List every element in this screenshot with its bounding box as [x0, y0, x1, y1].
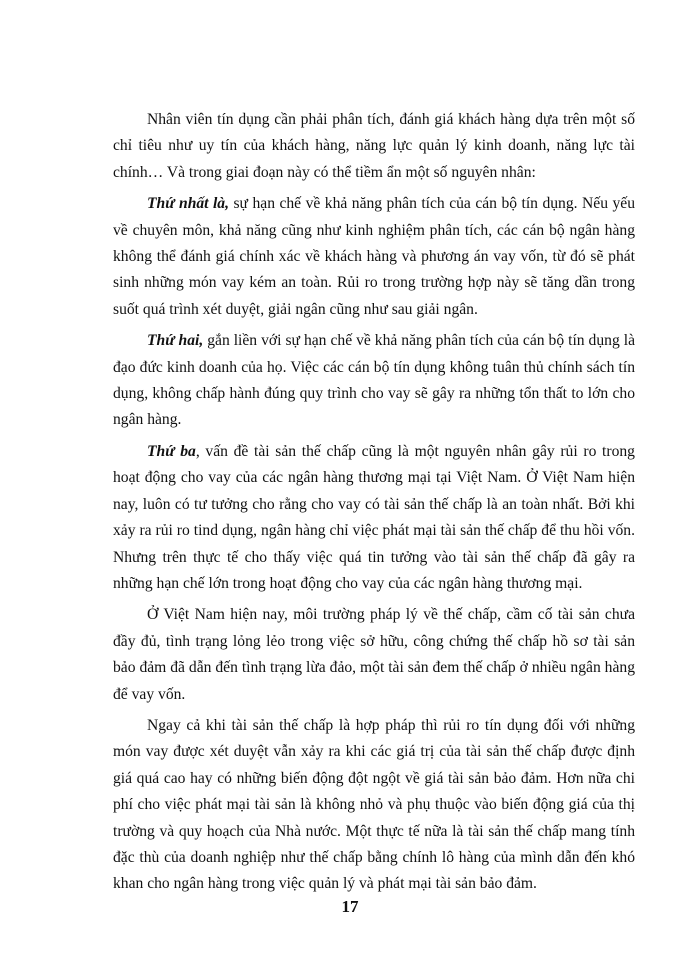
paragraph-second-reason	[113, 328, 635, 434]
paragraph-text: Nhân viên tín dụng cần phải phân tích, đánh giá khách hàng dựa trên một số chỉ tiêu như uy tín của khách hàng, năng lực quản lý kinh doanh, năng lực tài chính… Và trong giai đoạn này có thể tiềm ẩn một số nguyên nhân:	[113, 111, 635, 181]
paragraph-text: Ngay cả khi tài sản thế chấp là hợp pháp thì rủi ro tín dụng đối với những món vay được xét duyệt vẫn xảy ra khi các giá trị của tài sản thế chấp được định giá quá cao hay có những biến động đột ngột về giá tài sản bảo đảm. Hơn nữa chi phí cho việc phát mại tài sản là không nhỏ và phụ thuộc vào biến động giá của thị trường và quy hoạch của Nhà nước. Một thực tế nữa là tài sản thế chấp mang tính đặc thù của doanh nghiệp như thế chấp bằng chính lô hàng của mình dẫn đến khó khan cho ngân hàng trong việc quản lý và phát mại tài sản bảo đảm.	[113, 716, 635, 893]
paragraph-text: Ở Việt Nam hiện nay, môi trường pháp lý về thế chấp, cầm cố tài sản chưa đầy đủ, tình trạng lỏng lẻo trong việc sở hữu, công chứng thế chấp hồ sơ tài sản bảo đảm đã dẫn đến tình trạng lừa đảo, một tài sản đem thế chấp ở nhiều ngân hàng để vay vốn.	[113, 606, 635, 703]
paragraph-legal-environment	[113, 602, 635, 708]
paragraph-text: sự hạn chế về khả năng phân tích của cán bộ tín dụng. Nếu yếu về chuyên môn, khả năng cũng như kinh nghiệm phân tích, các cán bộ ngân hàng không thể đánh giá chính xác về khách hàng và phương án vay vốn, từ đó sẽ phát sinh những món vay kém an toàn. Rủi ro trong trường hợp này sẽ tăng dần trong suốt quá trình xét duyệt, giải ngân cũng như sau giải ngân.	[113, 195, 635, 318]
document-body	[113, 107, 635, 903]
paragraph-text: gắn liền với sự hạn chế về khả năng phân tích của cán bộ tín dụng là đạo đức kinh doanh của họ. Việc các cán bộ tín dụng không tuân thủ chính sách tín dụng, không chấp hành đúng quy trình cho vay sẽ gây ra những tổn thất to lớn cho ngân hàng.	[113, 332, 635, 429]
paragraph-lead: Thứ ba	[147, 442, 196, 460]
paragraph-text: , vấn đề tài sản thế chấp cũng là một nguyên nhân gây rủi ro trong hoạt động cho vay của các ngân hàng thương mại tại Việt Nam. Ở Việt Nam hiện nay, luôn có tư tưởng cho rằng cho vay có tài sản thế chấp là an toàn nhất. Bởi khi xảy ra rủi ro tind dụng, ngân hàng chỉ việc phát mại tài sản thế chấp để thu hồi vốn. Nhưng trên thực tế cho thấy việc quá tin tưởng vào tài sản thế chấp đã gây ra những hạn chế lớn trong hoạt động cho vay của các ngân hàng thương mại.	[113, 442, 635, 592]
paragraph-lead: Thứ hai,	[147, 332, 204, 350]
paragraph-collateral-valuation	[113, 713, 635, 898]
paragraph-third-reason	[113, 439, 635, 597]
paragraph-intro	[113, 107, 635, 186]
paragraph-lead: Thứ nhất là,	[147, 195, 229, 213]
page-number: 17	[341, 897, 359, 916]
paragraph-first-reason	[113, 191, 635, 323]
